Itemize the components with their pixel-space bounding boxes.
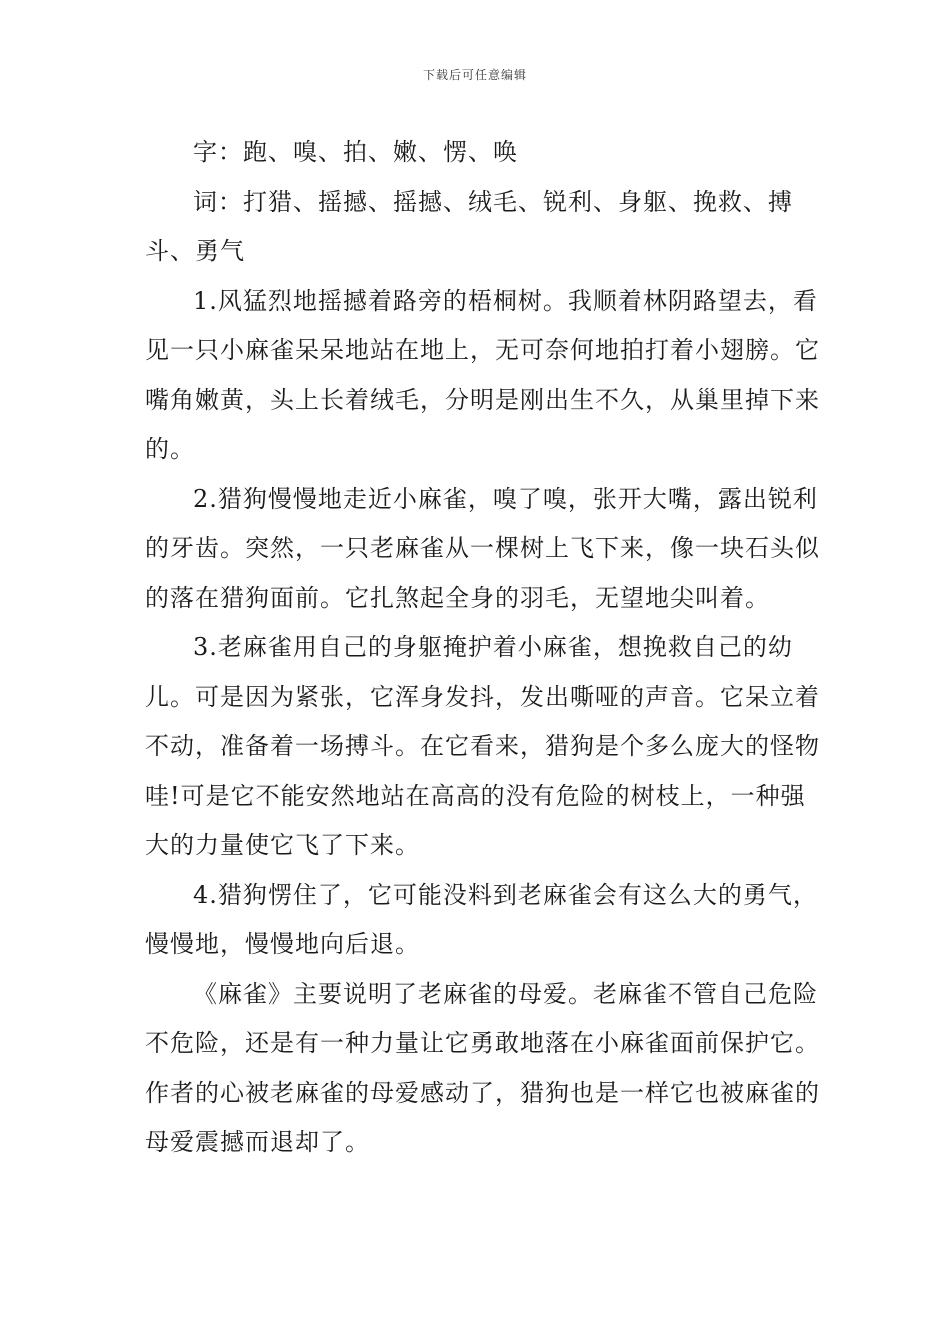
- paragraph-characters: 字：跑、嗅、拍、嫩、愣、唤: [193, 138, 518, 166]
- paragraph-4: 4.猎狗愣住了，它可能没料到老麻雀会有这么大的勇气，慢慢地，慢慢地向后退。: [145, 880, 818, 958]
- header-note: 下载后可任意编辑: [422, 68, 527, 82]
- paragraph-1: 1.风猛烈地摇撼着路旁的梧桐树。我顺着林阴路望去，看见一只小麻雀呆呆地站在地上，无可奈何地拍打着小翅膀。它嘴角嫩黄，头上长着绒毛，分明是刚出生不久，从巢里掉下来的。: [145, 286, 820, 463]
- document-body: [145, 128, 825, 1168]
- paragraph-words: 词：打猎、摇撼、摇撼、绒毛、锐利、身躯、挽救、搏斗、勇气: [145, 187, 793, 265]
- paragraph-2: 2.猎狗慢慢地走近小麻雀，嗅了嗅，张开大嘴，露出锐利的牙齿。突然，一只老麻雀从一棵树上飞下来，像一块石头似的落在猎狗面前。它扎煞起全身的羽毛，无望地尖叫着。: [145, 484, 820, 612]
- paragraph-3: 3.老麻雀用自己的身躯掩护着小麻雀，想挽救自己的幼儿。可是因为紧张，它浑身发抖，发出嘶哑的声音。它呆立着不动，准备着一场搏斗。在它看来，猎狗是个多么庞大的怪物哇!可是它不能安然地站在高高的没有危险的树枝上，一种强大的力量使它飞了下来。: [145, 633, 820, 859]
- paragraph-summary: 《麻雀》主要说明了老麻雀的母爱。老麻雀不管自己危险不危险，还是有一种力量让它勇敢地落在小麻雀面前保护它。作者的心被老麻雀的母爱感动了，猎狗也是一样它也被麻雀的母爱震撼而退却了。: [145, 979, 820, 1156]
